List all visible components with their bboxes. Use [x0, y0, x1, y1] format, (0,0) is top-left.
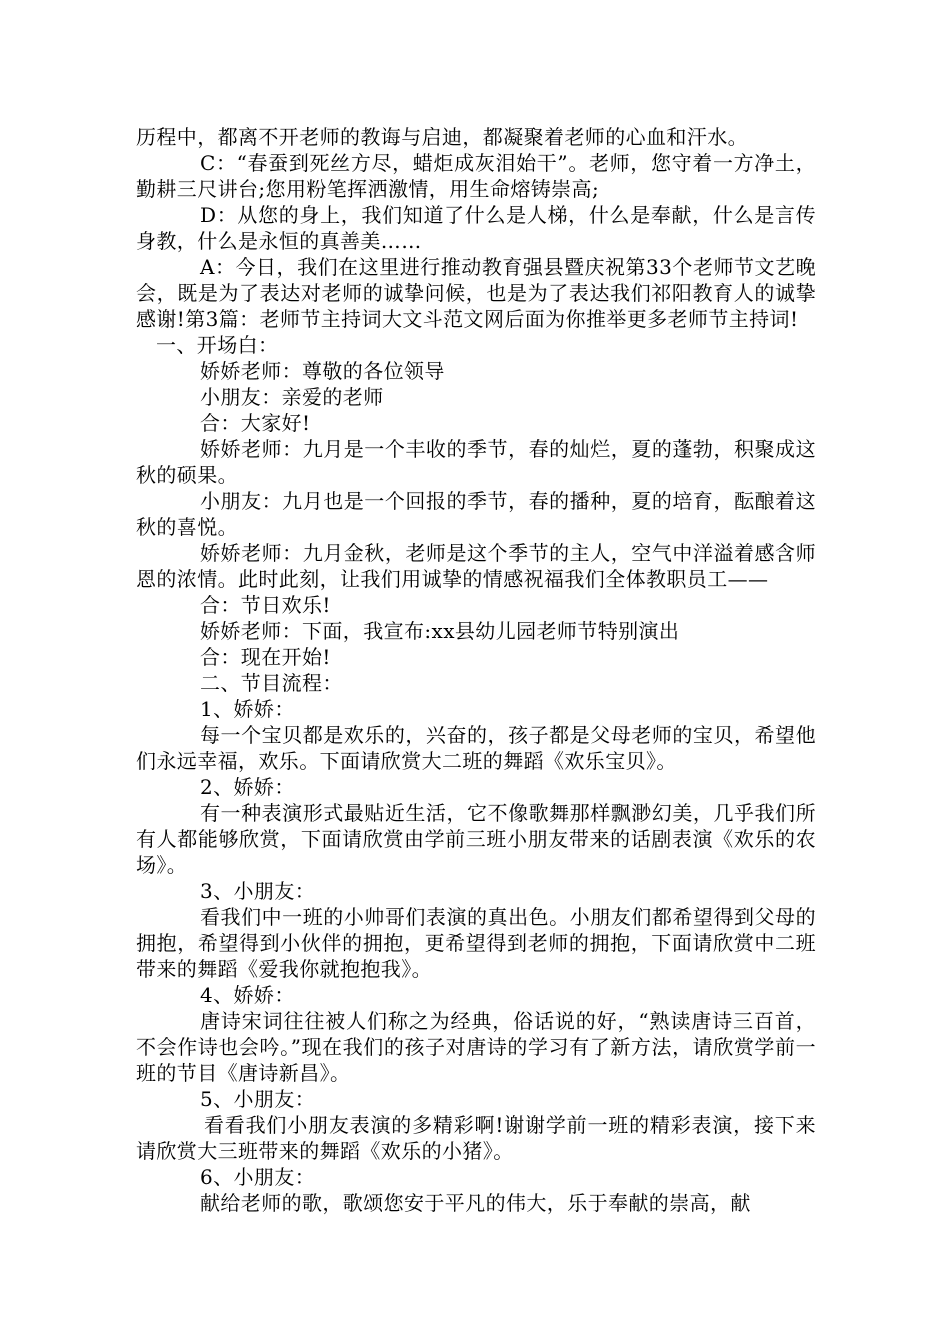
program-item-4-text: 唐诗宋词往往被人们称之为经典，俗话说的好，“熟读唐诗三百首，不会作诗也会吟。”现在我们的孩子对唐诗的学习有了新方法，请欣赏学前一班的节目《唐诗新昌》。: [136, 1009, 816, 1085]
paragraph-7: 小朋友：亲爱的老师: [200, 385, 384, 409]
document-body: [136, 124, 816, 1216]
section-heading-opening: 一、开场白：: [156, 333, 279, 357]
paragraph-14: 合：现在开始!: [200, 645, 331, 669]
paragraph-8: 合：大家好!: [200, 411, 311, 435]
paragraph-13: 娇娇老师：下面，我宣布:xx县幼儿园老师节特别演出: [200, 619, 680, 643]
paragraph-10: 小朋友：九月也是一个回报的季节，春的播种，夏的培育，酝酿着这秋的喜悦。: [136, 489, 816, 539]
paragraph-12: 合：节日欢乐!: [200, 593, 331, 617]
program-item-1-text: 每一个宝贝都是欢乐的，兴奋的，孩子都是父母老师的宝贝，希望他们永远幸福，欢乐。下面请欣赏大二班的舞蹈《欢乐宝贝》。: [136, 723, 816, 773]
program-item-3-host: 3、小朋友：: [200, 879, 316, 903]
paragraph-1: 历程中，都离不开老师的教诲与启迪，都凝聚着老师的心血和汗水。: [136, 125, 748, 149]
section-heading-program: 二、节目流程：: [200, 671, 343, 695]
paragraph-9: 娇娇老师：九月是一个丰收的季节，春的灿烂，夏的蓬勃，积聚成这秋的硕果。: [136, 437, 816, 487]
program-item-3-text: 看我们中一班的小帅哥们表演的真出色。小朋友们都希望得到父母的拥抱，希望得到小伙伴的拥抱，更希望得到老师的拥抱，下面请欣赏中二班带来的舞蹈《爱我你就抱抱我》。: [136, 905, 816, 981]
program-item-1-host: 1、娇娇：: [200, 697, 295, 721]
program-item-2-host: 2、娇娇：: [200, 775, 295, 799]
program-item-5-host: 5、小朋友：: [200, 1087, 316, 1111]
program-item-2-text: 有一种表演形式最贴近生活，它不像歌舞那样飘渺幻美，几乎我们所有人都能够欣赏，下面请欣赏由学前三班小朋友带来的话剧表演《欢乐的农场》。: [136, 801, 816, 877]
program-item-4-host: 4、娇娇：: [200, 983, 295, 1007]
program-item-6-host: 6、小朋友：: [200, 1165, 316, 1189]
paragraph-4: A：今日，我们在这里进行推动教育强县暨庆祝第33个老师节文艺晚会，既是为了表达对老师的诚挚问候，也是为了表达我们祁阳教育人的诚挚感谢!第3篇：老师节主持词大文斗范文网后面为你推举更多老师节主持词!: [136, 255, 816, 331]
program-item-6-text: 献给老师的歌，歌颂您安于平凡的伟大，乐于奉献的崇高，献: [200, 1191, 751, 1215]
paragraph-11: 娇娇老师：九月金秋，老师是这个季节的主人，空气中洋溢着感含师恩的浓情。此时此刻，让我们用诚挚的情感祝福我们全体教职员工——: [136, 541, 816, 591]
paragraph-2: C：“春蚕到死丝方尽，蜡炬成灰泪始干”。老师，您守着一方净土，勤耕三尺讲台;您用粉笔挥洒激情，用生命熔铸崇高;: [136, 151, 816, 201]
program-item-5-text: 看看我们小朋友表演的多精彩啊!谢谢学前一班的精彩表演，接下来请欣赏大三班带来的舞蹈《欢乐的小猪》。: [136, 1113, 816, 1163]
paragraph-6: 娇娇老师：尊敬的各位领导: [200, 359, 445, 383]
paragraph-3: D：从您的身上，我们知道了什么是人梯，什么是奉献，什么是言传身教，什么是永恒的真善美……: [136, 203, 816, 253]
